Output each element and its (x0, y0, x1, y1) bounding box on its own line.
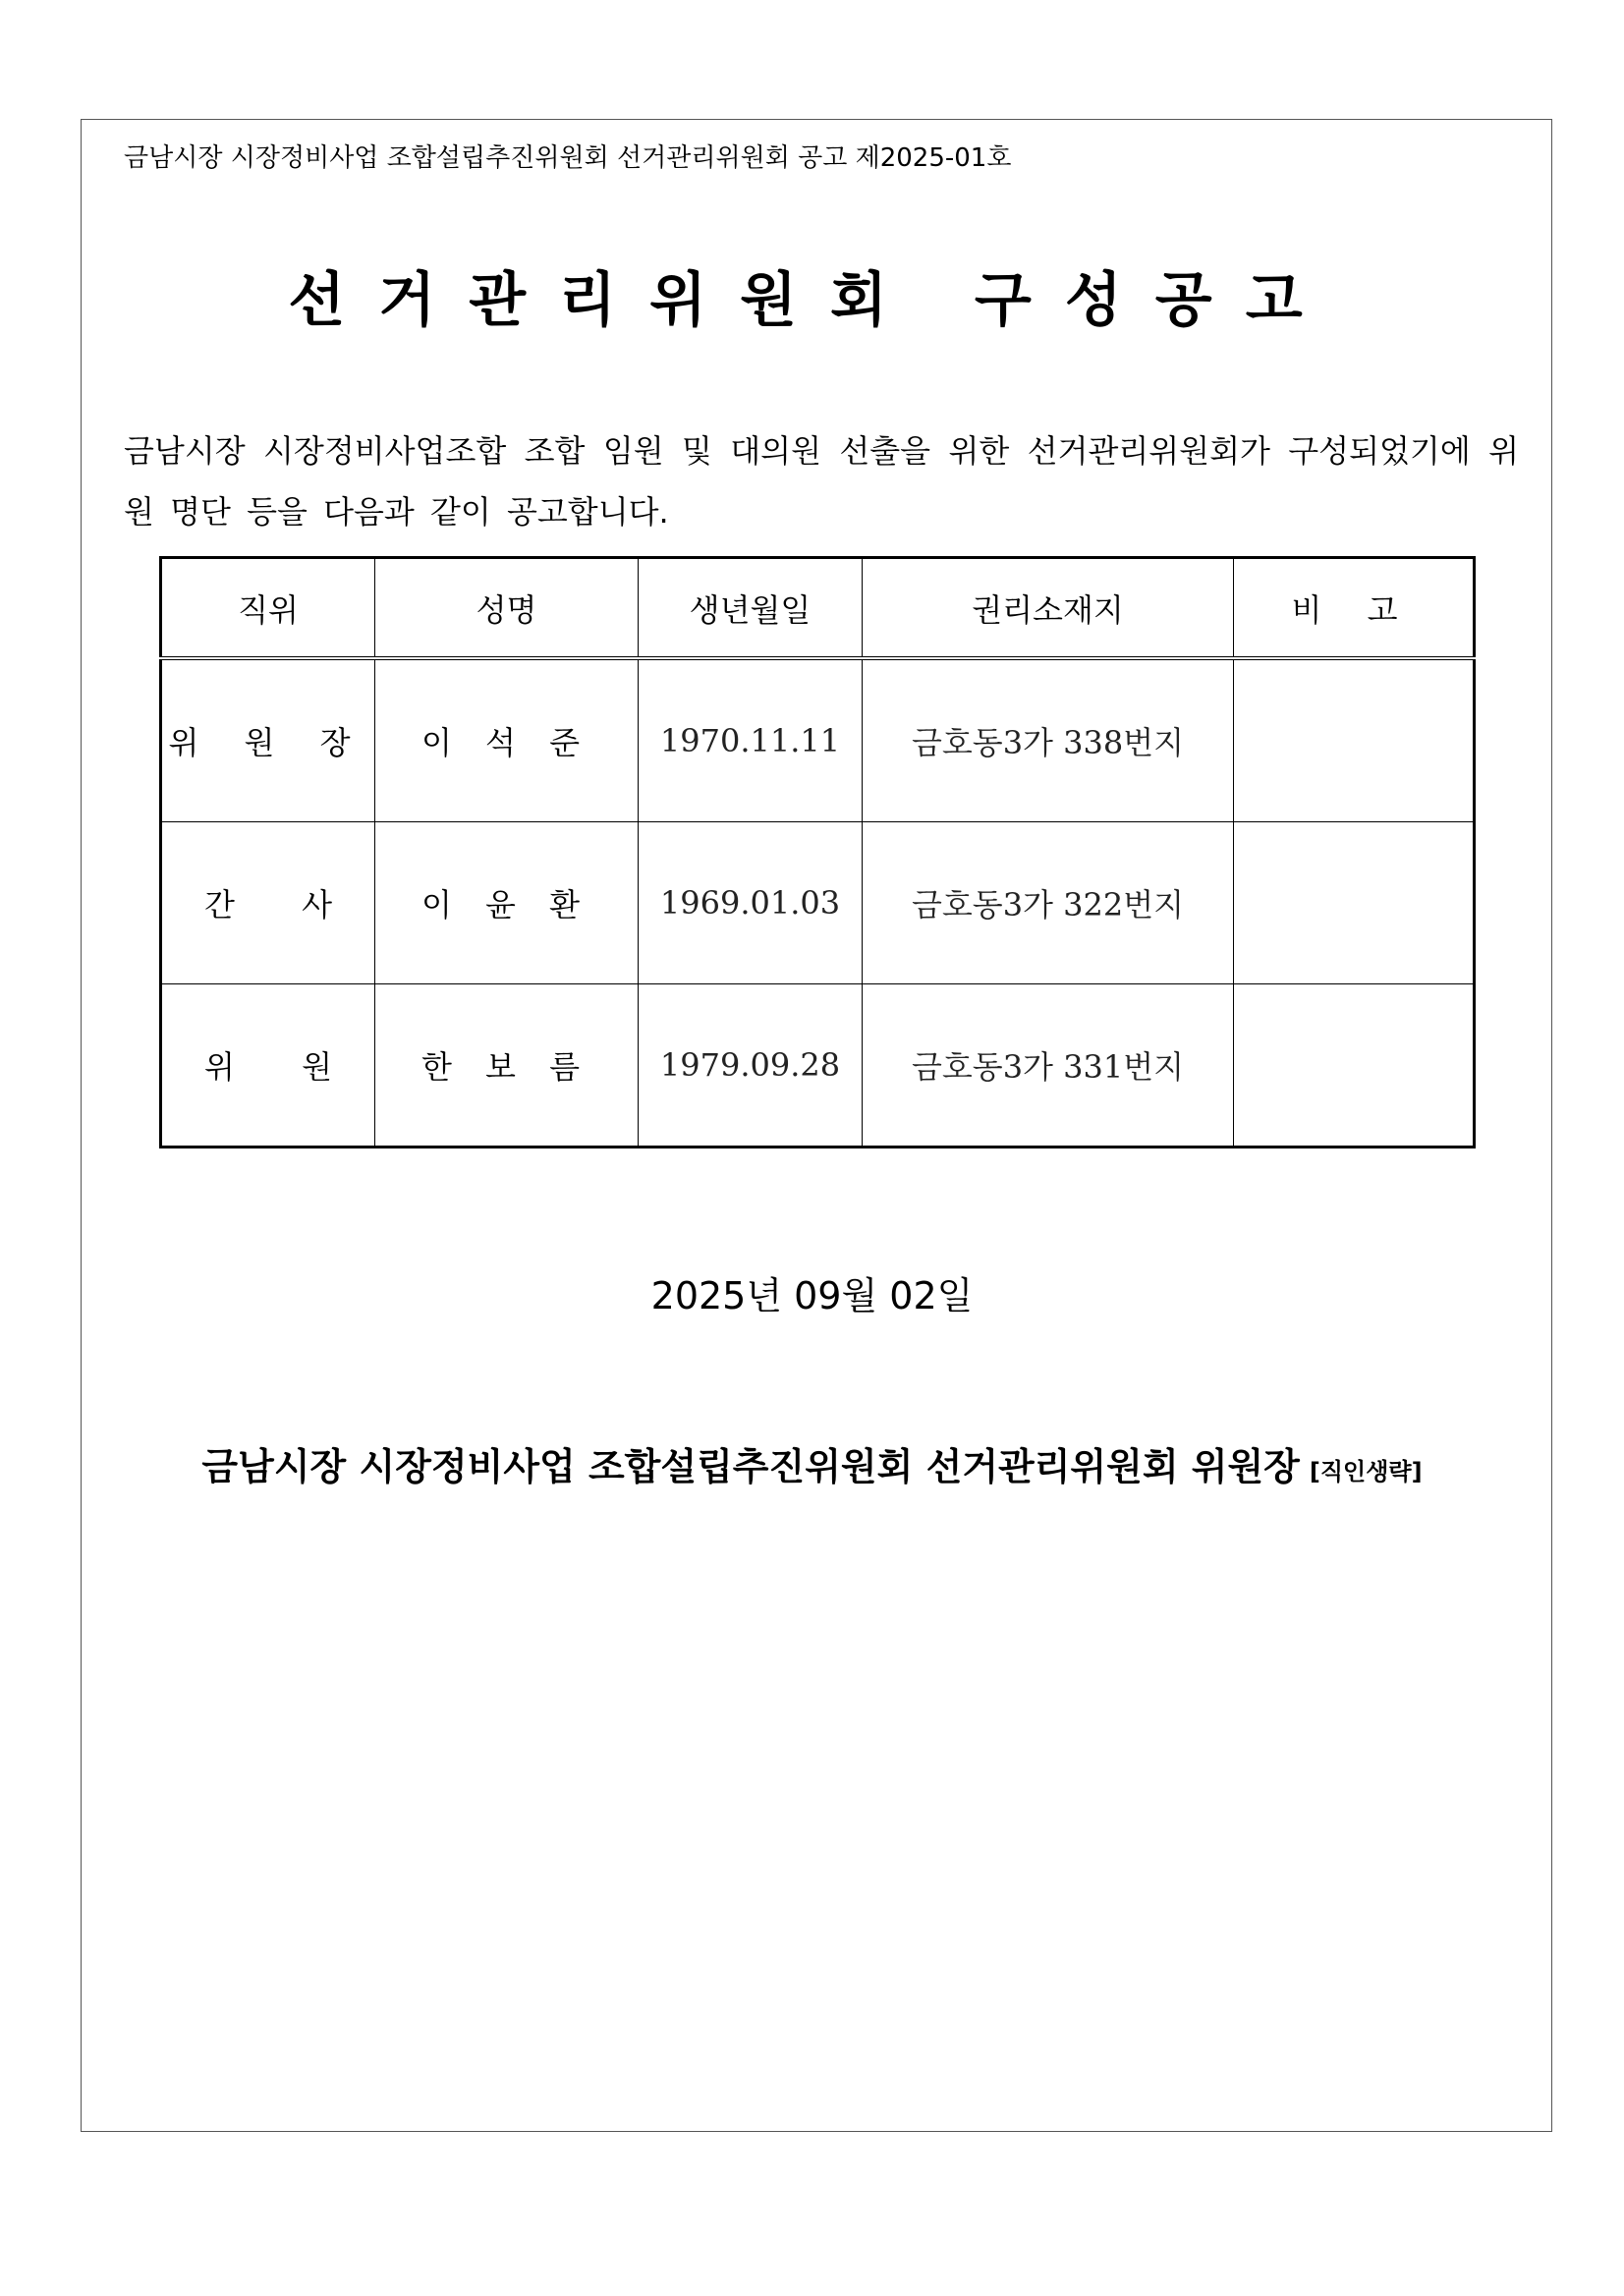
seal-omitted-note: [직인생략] (1309, 1458, 1423, 1485)
cell-birthdate: 1970.11.11 (639, 658, 863, 822)
cell-position (161, 822, 375, 984)
table-row (161, 658, 1475, 822)
cell-property-address: 금호동3가 331번지 (863, 984, 1234, 1148)
document-title: 선거관리위원회 구성공고 (288, 266, 1336, 335)
table-header-row (161, 558, 1475, 659)
cell-remarks (1234, 658, 1475, 822)
cell-position (161, 984, 375, 1148)
header-birthdate: 생년월일 (639, 558, 863, 659)
cell-birthdate: 1979.09.28 (639, 984, 863, 1148)
header-property-address: 권리소재지 (863, 558, 1234, 659)
committee-member-table (159, 556, 1476, 1148)
cell-remarks (1234, 984, 1475, 1148)
header-position: 직위 (161, 558, 375, 659)
issuer-organization: 금남시장 시장정비사업 조합설립추진위원회 선거관리위원회 위원장 (201, 1445, 1300, 1488)
cell-property-address: 금호동3가 322번지 (863, 822, 1234, 984)
position-text: 위 원 (204, 1048, 332, 1086)
signature-line (0, 1436, 1624, 1490)
table-row (161, 984, 1475, 1148)
cell-position: 위 원 장 (161, 658, 375, 822)
cell-remarks (1234, 822, 1475, 984)
cell-name: 이 석 준 (375, 658, 639, 822)
cell-name: 한 보 름 (375, 984, 639, 1148)
announcement-date: 2025년 09월 02일 (650, 1274, 974, 1317)
cell-property-address: 금호동3가 338번지 (863, 658, 1234, 822)
announcement-body: 금남시장 시장정비사업조합 조합 임원 및 대의원 선출을 위한 선거관리위원회가 구성되었기에 위원 명단 등을 다음과 같이 공고합니다. (124, 432, 1519, 531)
position-text: 간 사 (204, 886, 332, 924)
cell-birthdate: 1969.01.03 (639, 822, 863, 984)
header-name: 성명 (375, 558, 639, 659)
cell-name: 이 윤 환 (375, 822, 639, 984)
header-remarks: 비 고 (1234, 558, 1475, 659)
table-row (161, 822, 1475, 984)
notice-number: 금남시장 시장정비사업 조합설립추진위원회 선거관리위원회 공고 제2025-01호 (124, 143, 1012, 173)
